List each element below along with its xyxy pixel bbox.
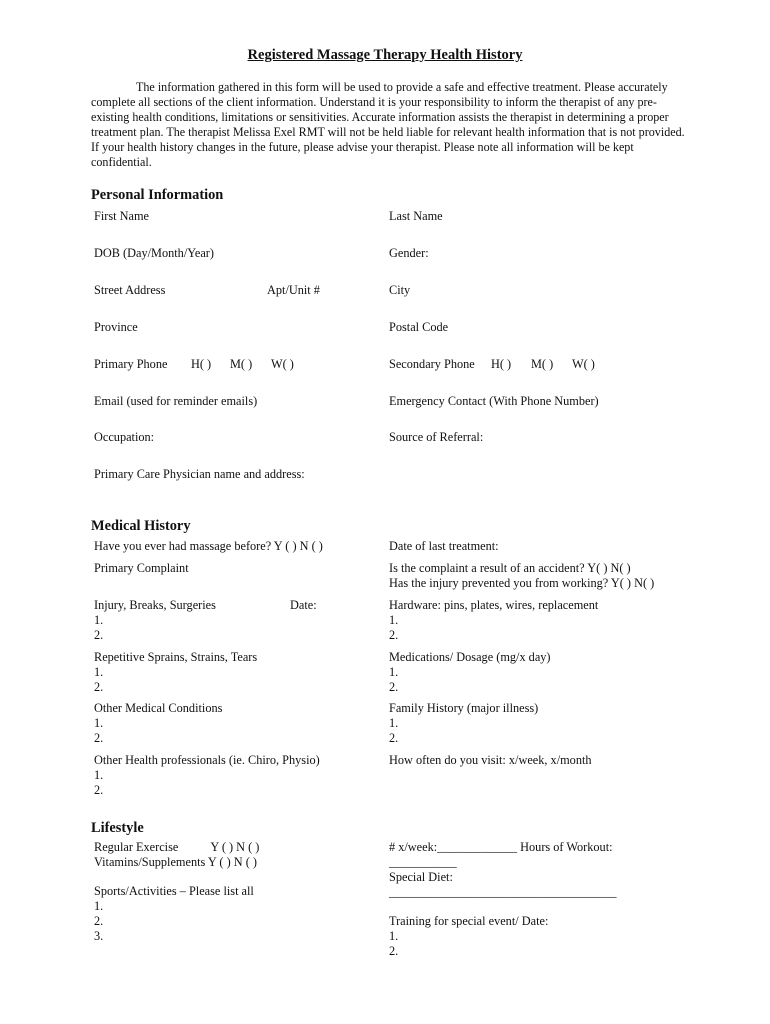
list-item: 1. [389, 613, 399, 627]
first-name-label: First Name [94, 209, 149, 223]
dob-label: DOB (Day/Month/Year) [94, 246, 215, 260]
injury-block [94, 598, 216, 643]
exercise-block [94, 840, 259, 870]
repetitive-block [94, 650, 257, 695]
occupation-label: Occupation: [94, 430, 155, 444]
medications-label: Medications/ Dosage (mg/x day) [389, 650, 551, 664]
list-item: 2. [94, 914, 104, 928]
medical-history-heading: Medical History [91, 518, 191, 534]
list-item: 2. [94, 783, 104, 797]
list-item: 1. [389, 665, 399, 679]
exercise-label: Regular Exercise [94, 840, 179, 854]
other-conditions-label: Other Medical Conditions [94, 701, 223, 715]
primary-phone-label: Primary Phone [94, 357, 168, 371]
primary-complaint-label: Primary Complaint [94, 561, 189, 575]
primary-phone-work: W( ) [271, 357, 294, 371]
secondary-phone-work: W( ) [572, 357, 595, 371]
list-item: 1. [94, 768, 104, 782]
accident-questions [389, 561, 654, 591]
list-item: 1. [94, 613, 104, 627]
list-item: 1. [389, 929, 399, 943]
repetitive-label: Repetitive Sprains, Strains, Tears [94, 650, 258, 664]
emergency-contact-label: Emergency Contact (With Phone Number) [389, 394, 599, 408]
postal-code-label: Postal Code [389, 320, 449, 334]
sports-label: Sports/Activities – Please list all [94, 884, 254, 898]
list-item: 2. [94, 731, 104, 745]
hardware-label: Hardware: pins, plates, wires, replacement [389, 598, 599, 612]
workout-block [389, 840, 617, 900]
list-item: 1. [94, 899, 104, 913]
vitamins-label: Vitamins/Supplements Y ( ) N ( ) [94, 855, 257, 869]
gender-label: Gender: [389, 246, 429, 260]
secondary-phone-mobile: M( ) [531, 357, 554, 371]
intro-paragraph: The information gathered in this form will be used to provide a safe and effective treatment. Please accurately complete all sections of the client information. Understand it is your responsibility to inform the therapist of any pre-existing health conditions, limitations or sensitivities. Accurate information assists the therapist in determining a proper treatment plan. The therapist Melissa Exel RMT will not be held liable for relevant health information that is not provided. If your health history changes in the future, please advise your therapist. Please note all information will be kept confidential. [91, 80, 685, 170]
physician-label: Primary Care Physician name and address: [94, 467, 305, 481]
visit-frequency-label: How often do you visit: x/week, x/month [389, 753, 592, 767]
hardware-block [389, 598, 598, 643]
street-address-label: Street Address [94, 283, 166, 297]
training-label: Training for special event/ Date: [389, 914, 549, 928]
email-label: Email (used for reminder emails) [94, 394, 258, 408]
list-item: 2. [94, 628, 104, 642]
accident-question: Is the complaint a result of an accident? Y( ) N( ) [389, 561, 631, 575]
injury-label: Injury, Breaks, Surgeries [94, 598, 216, 612]
list-item: 1. [389, 716, 399, 730]
last-treatment-label: Date of last treatment: [389, 539, 499, 553]
injury-date-label: Date: [290, 598, 317, 612]
city-label: City [389, 283, 411, 297]
apt-unit-label: Apt/Unit # [267, 283, 320, 297]
personal-info-heading: Personal Information [91, 187, 224, 203]
list-item: 3. [94, 929, 104, 943]
lifestyle-heading: Lifestyle [91, 820, 144, 836]
special-diet-label: Special Diet: [389, 870, 453, 884]
family-history-block [389, 701, 538, 746]
list-item: 1. [94, 716, 104, 730]
secondary-phone-home: H( ) [491, 357, 512, 371]
special-diet-line: _____________________________________ [389, 885, 617, 899]
primary-phone-home: H( ) [191, 357, 212, 371]
list-item: 2. [389, 628, 399, 642]
list-item: 2. [389, 731, 399, 745]
family-history-label: Family History (major illness) [389, 701, 539, 715]
last-name-label: Last Name [389, 209, 443, 223]
other-professionals-block [94, 753, 320, 798]
secondary-phone-label: Secondary Phone [389, 357, 475, 371]
other-professionals-label: Other Health professionals (ie. Chiro, Physio) [94, 753, 320, 767]
exercise-row [94, 840, 259, 855]
exercise-yes-no: Y ( ) N ( ) [210, 840, 260, 854]
page-title: Registered Massage Therapy Health History [247, 47, 523, 63]
referral-source-label: Source of Referral: [389, 430, 484, 444]
had-massage-question: Have you ever had massage before? Y ( ) N ( ) [94, 539, 323, 553]
workout-frequency-label: # x/week:_____________ Hours of Workout: [389, 840, 613, 854]
list-item: 2. [94, 680, 104, 694]
list-item: 2. [389, 944, 399, 958]
primary-phone-mobile: M( ) [230, 357, 253, 371]
other-conditions-block [94, 701, 222, 746]
sports-block [94, 884, 254, 944]
medications-block [389, 650, 551, 695]
workout-hours-line: ___________ [389, 855, 457, 869]
training-block [389, 914, 548, 959]
prevented-work-question: Has the injury prevented you from working? Y( ) N( ) [389, 576, 655, 590]
list-item: 1. [94, 665, 104, 679]
province-label: Province [94, 320, 138, 334]
list-item: 2. [389, 680, 399, 694]
